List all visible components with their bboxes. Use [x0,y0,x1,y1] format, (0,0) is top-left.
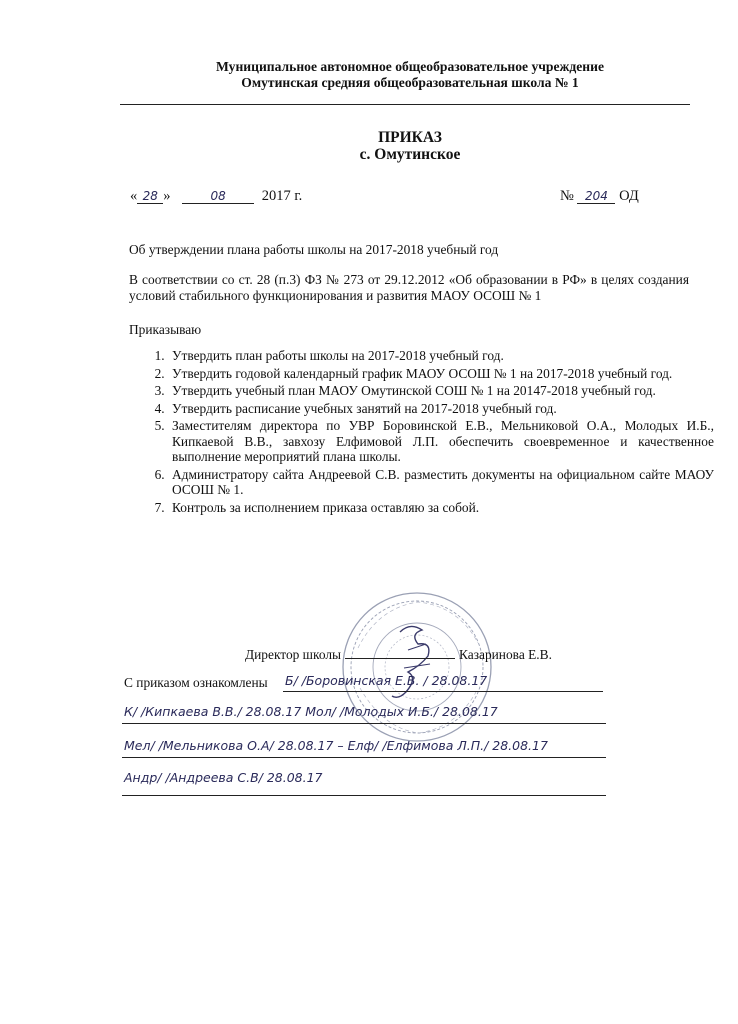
acknowledgement-entry: К/ /Кипкаева В.В./ 28.08.17 Мол/ /Молодых И.Б./ 28.08.17 [124,704,498,719]
order-item: 5. Заместителям директора по УВР Боровинской Е.В., Мельниковой О.А., Молодых И.Б., Кипкаевой В.В., завхозу Елфимовой Л.П. обеспечить своевременное и качественное выполнение мероприятий плана школы. [168,418,714,465]
org-name-line1: Муниципальное автономное общеобразовательное учреждение [216,59,604,74]
acknowledgement-line [122,757,606,758]
acknowledgement-line [283,691,603,692]
director-name: Казаринова Е.В. [459,647,552,662]
date-year: 2017 г. [261,188,303,204]
acknowledgement-entry: Андр/ /Андреева С.В/ 28.08.17 [124,770,323,785]
date-day: 28 [137,189,163,204]
order-basis: В соответствии со ст. 28 (п.3) ФЗ № 273 от 29.12.2012 «Об образовании в РФ» в целях создания условий стабильного функционирования и развития МАОУ ОСОШ № 1 [129,272,689,303]
order-word: Приказываю [129,322,202,337]
org-name-line2: Омутинская средняя общеобразовательная школа № 1 [241,75,579,90]
order-item: 4. Утвердить расписание учебных занятий на 2017-2018 учебный год. [168,401,714,417]
acknowledgement-line [122,723,606,724]
director-position: Директор школы [245,647,342,662]
acknowledgement-entry: Мел/ /Мельникова О.А/ 28.08.17 – Елф/ /Елфимова Л.П./ 28.08.17 [124,738,548,753]
number-value: 204 [577,189,615,204]
number-suffix: ОД [619,188,639,204]
acknowledgement-entry: Б/ /Боровинская Е.В. / 28.08.17 [285,673,488,688]
date-open-quote: « [130,188,138,204]
order-place: с. Омутинское [359,146,461,163]
order-title: ПРИКАЗ [378,129,442,146]
order-item: 2. Утвердить годовой календарный график МАОУ ОСОШ № 1 на 2017-2018 учебный год. [168,366,714,382]
director-signature [245,646,552,663]
order-item: 1. Утвердить план работы школы на 2017-2018 учебный год. [168,348,714,364]
order-subject: Об утверждении плана работы школы на 2017-2018 учебный год [129,242,499,257]
order-item: 7. Контроль за исполнением приказа оставляю за собой. [168,500,714,516]
date-close-quote: » [163,188,171,204]
header-rule [120,104,690,105]
order-date [130,188,302,205]
date-month: 08 [182,189,254,204]
acknowledgement-line [122,795,606,796]
signature-line [345,646,455,659]
order-item: 3. Утвердить учебный план МАОУ Омутинской СОШ № 1 на 20147-2018 учебный год. [168,383,714,399]
number-prefix: № [560,188,574,204]
order-number [560,188,639,205]
order-item: 6. Администратору сайта Андреевой С.В. разместить документы на официальном сайте МАОУ ОСОШ № 1. [168,467,714,498]
acknowledgement-label: С приказом ознакомлены [124,675,268,690]
order-items [148,348,714,517]
